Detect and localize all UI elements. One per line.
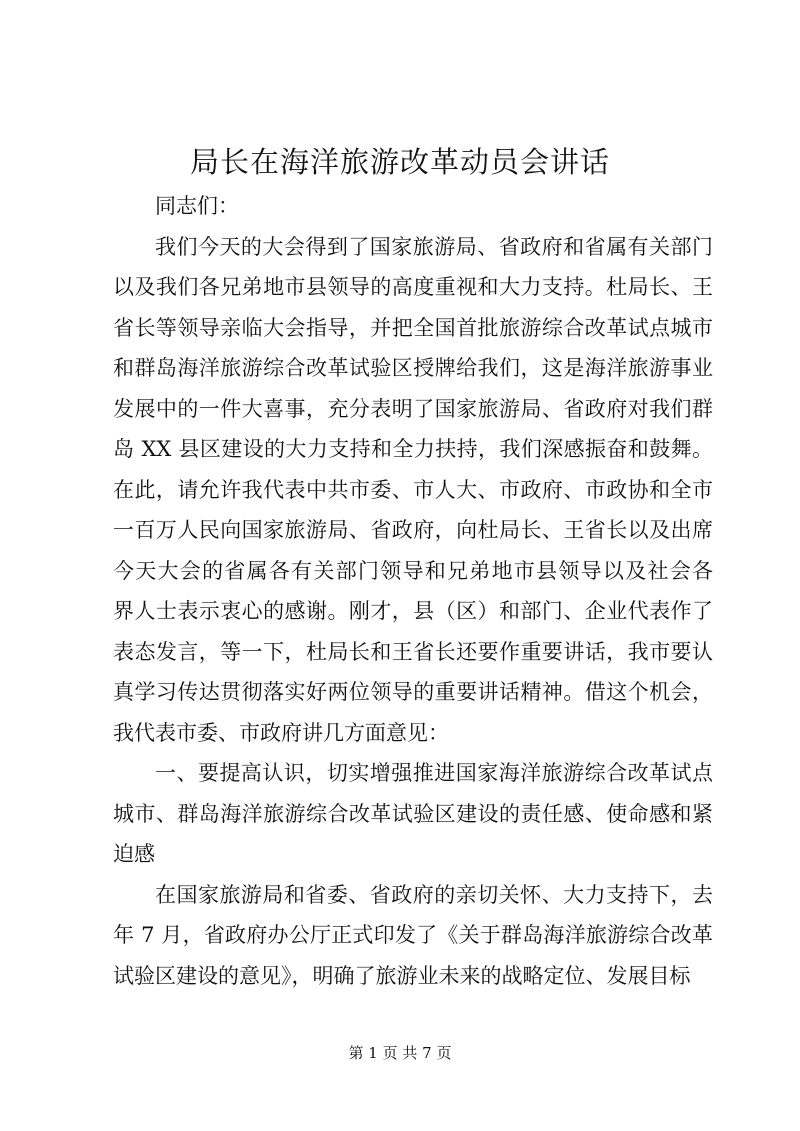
page-number-footer: 第 1 页 共 7 页 <box>348 1044 452 1062</box>
text-line: 年 7 月，省政府办公厅正式印发了《关于群岛海洋旅游综合改革 <box>113 923 713 947</box>
text-line: 在此，请允许我代表中共市委、市人大、市政府、市政协和全市 <box>113 477 713 502</box>
text-line: 真学习传达贯彻落实好两位领导的重要讲话精神。借这个机会， <box>113 680 713 704</box>
document-title: 局长在海洋旅游改革动员会讲话 <box>189 145 610 179</box>
text-line: 一、要提高认识，切实增强推进国家海洋旅游综合改革试点 <box>155 761 713 785</box>
document-body <box>113 186 713 996</box>
text-line: 表态发言，等一下，杜局长和王省长还要作重要讲话，我市要认 <box>113 639 713 664</box>
paragraph <box>113 753 713 875</box>
text-line: 试验区建设的意见》，明确了旅游业未来的战略定位、发展目标 <box>113 963 691 988</box>
paragraph <box>113 875 713 997</box>
paragraph <box>113 186 713 227</box>
text-line: 我代表市委、市政府讲几方面意见： <box>113 720 449 745</box>
text-line: 发展中的一件大喜事，充分表明了国家旅游局、省政府对我们群 <box>113 396 713 421</box>
paragraph <box>113 227 713 754</box>
text-line: 同志们： <box>155 194 239 218</box>
text-line: 和群岛海洋旅游综合改革试验区授牌给我们，这是海洋旅游事业 <box>113 356 713 380</box>
text-line: 在国家旅游局和省委、省政府的亲切关怀、大力支持下，去 <box>155 882 713 907</box>
text-line: 界人士表示衷心的感谢。刚才，县（区）和部门、企业代表作了 <box>113 599 713 623</box>
text-line: 岛 XX 县区建设的大力支持和全力扶持，我们深感振奋和鼓舞。 <box>113 437 713 461</box>
text-line: 迫感 <box>113 842 155 866</box>
text-line: 一百万人民向国家旅游局、省政府，向杜局长、王省长以及出席 <box>113 518 713 542</box>
text-line: 我们今天的大会得到了国家旅游局、省政府和省属有关部门 <box>155 234 713 259</box>
text-line: 省长等领导亲临大会指导，并把全国首批旅游综合改革试点城市 <box>113 315 713 340</box>
text-line: 以及我们各兄弟地市县领导的高度重视和大力支持。杜局长、王 <box>113 275 713 299</box>
text-line: 城市、群岛海洋旅游综合改革试验区建设的责任感、使命感和紧 <box>113 801 713 826</box>
text-line: 今天大会的省属各有关部门领导和兄弟地市县领导以及社会各 <box>113 558 713 583</box>
